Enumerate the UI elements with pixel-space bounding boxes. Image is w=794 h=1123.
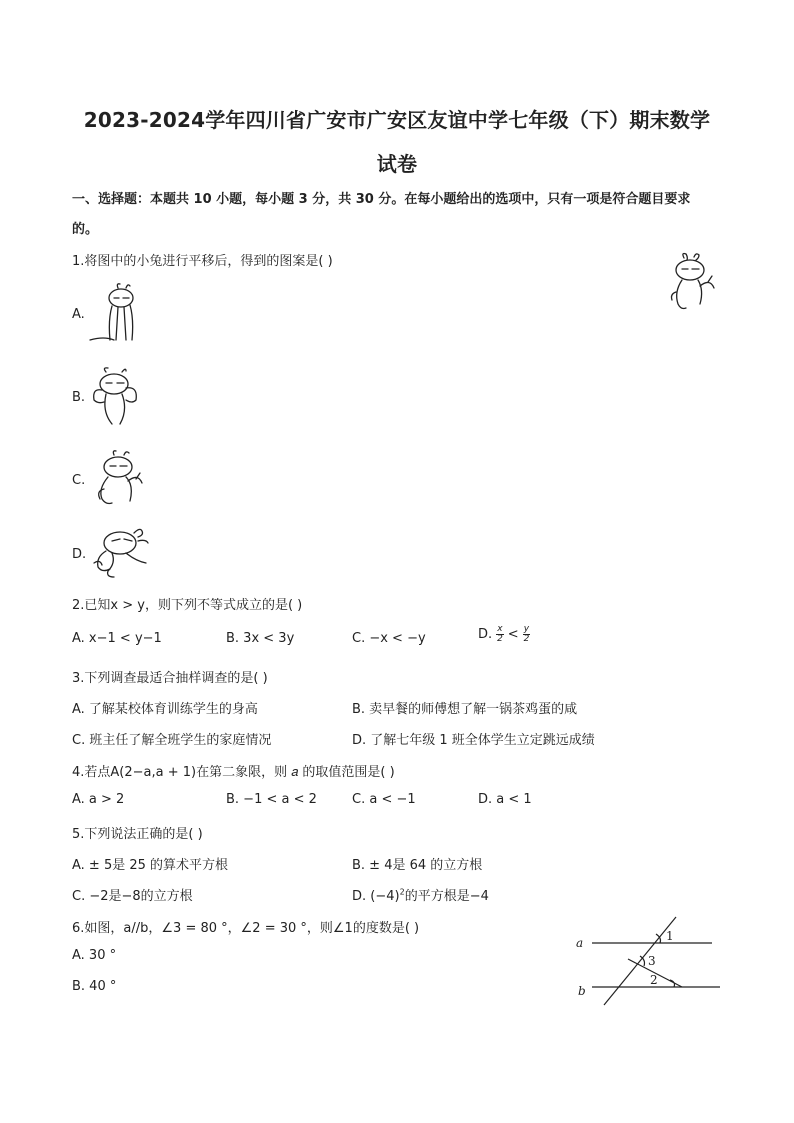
- question-4-option-c: C. a < −1: [352, 792, 416, 807]
- question-3-option-d: D. 了解七年级 1 班全体学生立定跳远成绩: [352, 733, 595, 748]
- question-5-option-c: C. −2是−8的立方根: [72, 889, 193, 904]
- question-5-option-a: A. ± 5是 25 的算术平方根: [72, 858, 229, 873]
- question-6-option-b: B. 40 °: [72, 979, 117, 994]
- question-2-option-d: [478, 625, 530, 644]
- question-4-option-a: A. a > 2: [72, 792, 125, 807]
- page-title-continued: 试卷: [376, 152, 418, 176]
- angle-2-label: 2: [650, 973, 658, 987]
- question-1-stem: 1.将图中的小兔进行平移后，得到的图案是( ): [72, 254, 333, 269]
- question-1-option-d-label: D.: [72, 547, 87, 562]
- question-3-option-a: A. 了解某校体育训练学生的身高: [72, 702, 258, 717]
- rabbit-option-c-image: [88, 449, 150, 513]
- label-b: b: [578, 984, 586, 998]
- parallel-lines-diagram: [570, 912, 724, 1008]
- page-title: 2023-2024学年四川省广安市广安区友谊中学七年级（下）期末数学: [83, 108, 711, 132]
- question-5-stem: 5.下列说法正确的是( ): [72, 827, 203, 842]
- question-3-option-b: B. 卖早餐的师傅想了解一锅茶鸡蛋的咸: [352, 702, 578, 717]
- less-than-sign: <: [503, 627, 523, 642]
- angle-1-label: 1: [666, 929, 674, 943]
- question-1-option-b-label: B.: [72, 390, 86, 405]
- angle-3-label: 3: [648, 954, 656, 968]
- rabbit-option-d-image: [90, 523, 156, 581]
- label-a: a: [576, 936, 584, 950]
- question-4-option-d: D. a < 1: [478, 792, 532, 807]
- question-2-option-a: A. x−1 < y−1: [72, 631, 162, 646]
- question-6-stem: 6.如图，a//b，∠3 = 80 °，∠2 = 30 °，则∠1的度数是( ): [72, 921, 420, 936]
- question-5-option-b: B. ± 4是 64 的立方根: [352, 858, 483, 873]
- question-2-option-b: B. 3x < 3y: [226, 631, 295, 646]
- rabbit-reference-image: [664, 252, 724, 314]
- fraction-x-over-2: $\frac{x}{2}$: [497, 624, 503, 644]
- section-instructions: 一、选择题：本题共 10 小题，每小题 3 分，共 30 分。在每小题给出的选项中，只有一项是符合题目要求: [72, 192, 691, 207]
- question-2-option-d-label: D.: [478, 627, 497, 642]
- question-5-option-d: D. $(-4)^2$的平方根是−4: [352, 887, 489, 904]
- question-6-option-a: A. 30 °: [72, 948, 117, 963]
- rabbit-option-a-image: [88, 282, 142, 344]
- question-4-option-b: B. −1 < a < 2: [226, 792, 317, 807]
- rabbit-option-b-image: [88, 366, 148, 430]
- question-4-stem: 4.若点A(2−a,a + 1)在第二象限，则 𝑎 的取值范围是( ): [72, 765, 395, 780]
- question-1-option-a-label: A.: [72, 307, 85, 322]
- section-instructions-continued: 的。: [72, 222, 99, 237]
- question-1-option-c-label: C.: [72, 473, 86, 488]
- question-3-option-c: C. 班主任了解全班学生的家庭情况: [72, 733, 272, 748]
- fraction-y-over-2: $\frac{y}{2}$: [523, 624, 530, 644]
- question-3-stem: 3.下列调查最适合抽样调查的是( ): [72, 671, 268, 686]
- question-2-stem: 2.已知x > y，则下列不等式成立的是( ): [72, 598, 303, 613]
- question-2-option-c: C. −x < −y: [352, 631, 426, 646]
